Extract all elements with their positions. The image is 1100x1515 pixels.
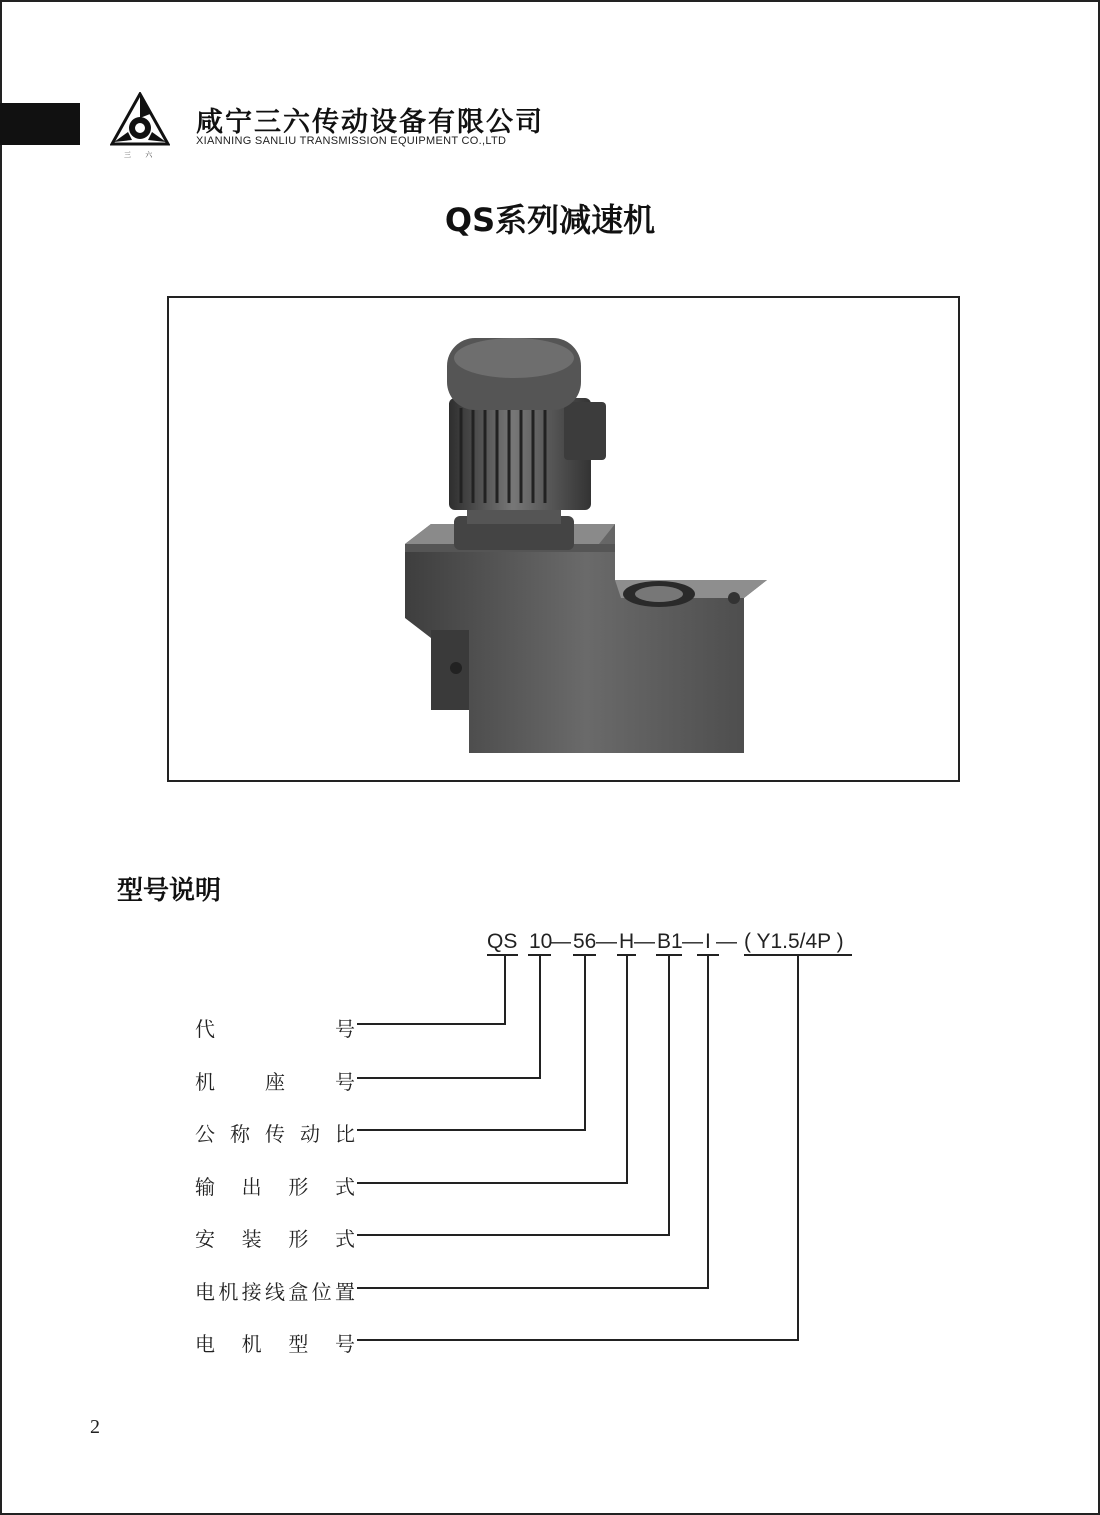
code-separator: — <box>550 930 571 953</box>
label-code: 代 号 <box>195 1017 355 1041</box>
page-title: QS系列减速机 <box>444 201 656 239</box>
code-separator: — <box>716 930 737 953</box>
label-mounting-type: 安 装 形 式 <box>195 1227 355 1251</box>
code-part-series: QS <box>487 930 518 953</box>
code-separator: — <box>682 930 703 953</box>
code-part-terminal-box: I <box>705 930 711 953</box>
logo-caption: 三 六 <box>124 151 159 159</box>
code-part-ratio: 56 <box>573 930 597 953</box>
code-part-output: H <box>619 930 635 953</box>
code-part-motor: ( Y1.5/4P ) <box>744 930 844 953</box>
leader-line-terminal <box>357 955 708 1288</box>
code-part-frame: 10 <box>529 930 553 953</box>
section-heading: 型号说明 <box>117 876 222 906</box>
company-name-cn: 咸宁三六传动设备有限公司 <box>196 107 544 138</box>
leader-line-code <box>357 955 505 1024</box>
code-separator: — <box>634 930 655 953</box>
label-terminal-box-position: 电 机 接 线 盒 位 置 <box>195 1280 355 1304</box>
leader-line-mounting <box>357 955 669 1235</box>
leader-line-frame <box>357 955 540 1078</box>
leader-line-motor <box>357 955 798 1340</box>
leader-line-output <box>357 955 627 1183</box>
label-nominal-ratio: 公 称 传 动 比 <box>195 1122 355 1146</box>
label-output-type: 输 出 形 式 <box>195 1175 355 1199</box>
code-part-mounting: B1 <box>657 930 683 953</box>
label-motor-model: 电 机 型 号 <box>195 1332 355 1356</box>
company-name-en: XIANNING SANLIU TRANSMISSION EQUIPMENT CO.,LTD <box>196 135 507 147</box>
page-number: 2 <box>90 1416 100 1438</box>
label-frame-size: 机 座 号 <box>195 1070 355 1094</box>
leader-line-ratio <box>357 955 585 1130</box>
code-separator: — <box>596 930 617 953</box>
